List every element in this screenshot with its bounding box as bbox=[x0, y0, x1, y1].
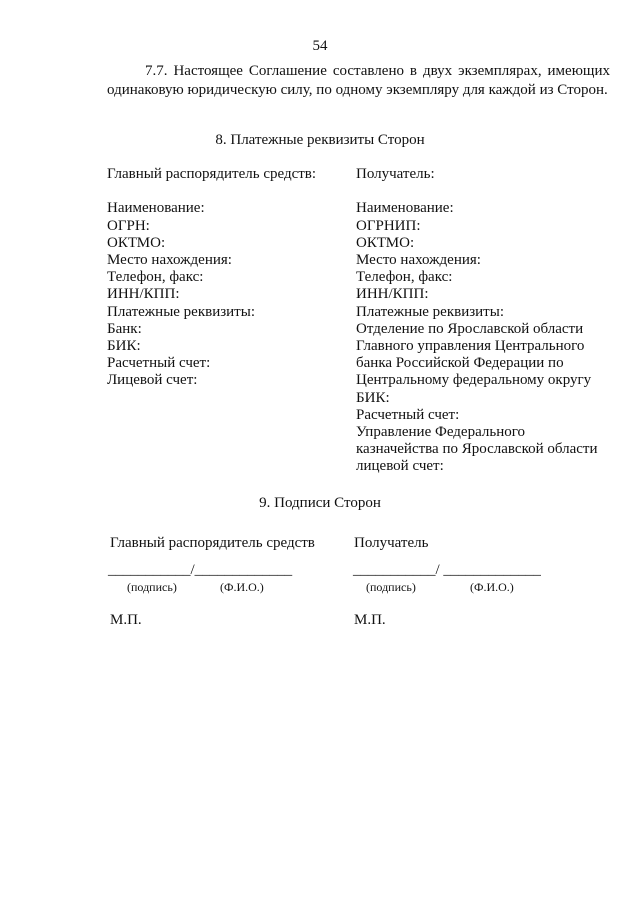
requisite-line: казначейства по Ярославской области bbox=[356, 441, 598, 458]
requisite-line: Расчетный счет: bbox=[356, 406, 460, 423]
requisite-line: БИК: bbox=[356, 389, 390, 406]
payer-heading: Главный распорядитель средств: bbox=[107, 166, 317, 182]
requisite-line: Расчетный счет: bbox=[107, 355, 211, 372]
requisite-line: Телефон, факс: bbox=[107, 269, 204, 286]
requisite-line: Отделение по Ярославской области bbox=[356, 320, 584, 337]
page-number: 54 bbox=[312, 38, 328, 54]
clause-7-7: 7.7. Настоящее Соглашение составлено в двух экземплярах, имеющих одинаковую юридическую силу, по одному экземпляру для каждой из Сторон. bbox=[107, 63, 610, 98]
requisite-line: Платежные реквизиты: bbox=[107, 303, 255, 320]
requisite-line: ОКТМО: bbox=[356, 234, 415, 251]
recipient-name-caption: (Ф.И.О.) bbox=[470, 580, 514, 594]
section-8-title: 8. Платежные реквизиты Сторон bbox=[215, 132, 425, 148]
requisite-line: Место нахождения: bbox=[356, 252, 481, 268]
recipient-signature-line: ___________/ _____________ bbox=[353, 562, 541, 578]
requisite-line: Главного управления Центрального bbox=[356, 338, 585, 355]
requisite-line: ОГРНИП: bbox=[356, 217, 421, 234]
recipient-stamp-mark: М.П. bbox=[354, 612, 386, 628]
recipient-heading: Получатель: bbox=[356, 166, 435, 182]
recipient-signature-caption: (подпись) bbox=[366, 580, 416, 594]
payer-signature-heading: Главный распорядитель средств bbox=[110, 535, 315, 551]
requisite-line: ОГРН: bbox=[107, 217, 150, 234]
requisite-line: Банк: bbox=[107, 320, 142, 337]
requisite-line: ИНН/КПП: bbox=[356, 286, 429, 303]
requisite-line: ОКТМО: bbox=[107, 234, 166, 251]
requisite-line: Управление Федерального bbox=[356, 424, 525, 441]
requisite-line: Платежные реквизиты: bbox=[356, 303, 504, 320]
payer-stamp-mark: М.П. bbox=[110, 612, 142, 628]
payer-signature-line: ___________/_____________ bbox=[108, 562, 293, 578]
section-9-title: 9. Подписи Сторон bbox=[259, 495, 381, 511]
requisite-line: Место нахождения: bbox=[107, 252, 232, 268]
recipient-signature-heading: Получатель bbox=[354, 535, 429, 551]
requisite-line: БИК: bbox=[107, 338, 141, 355]
payer-name-caption: (Ф.И.О.) bbox=[220, 580, 264, 594]
payer-requisites-column bbox=[107, 166, 316, 390]
requisite-line: Центральному федеральному округу bbox=[356, 372, 592, 389]
requisite-line: банка Российской Федерации по bbox=[356, 355, 564, 372]
requisite-line: Наименование: bbox=[107, 200, 205, 217]
requisite-line: Телефон, факс: bbox=[356, 269, 453, 286]
payer-signature-caption: (подпись) bbox=[127, 580, 177, 594]
recipient-requisites-column bbox=[356, 166, 598, 476]
requisite-line: ИНН/КПП: bbox=[107, 286, 180, 303]
requisite-line: Наименование: bbox=[356, 200, 454, 217]
requisite-line: лицевой счет: bbox=[356, 458, 444, 475]
requisite-line: Лицевой счет: bbox=[107, 372, 198, 389]
